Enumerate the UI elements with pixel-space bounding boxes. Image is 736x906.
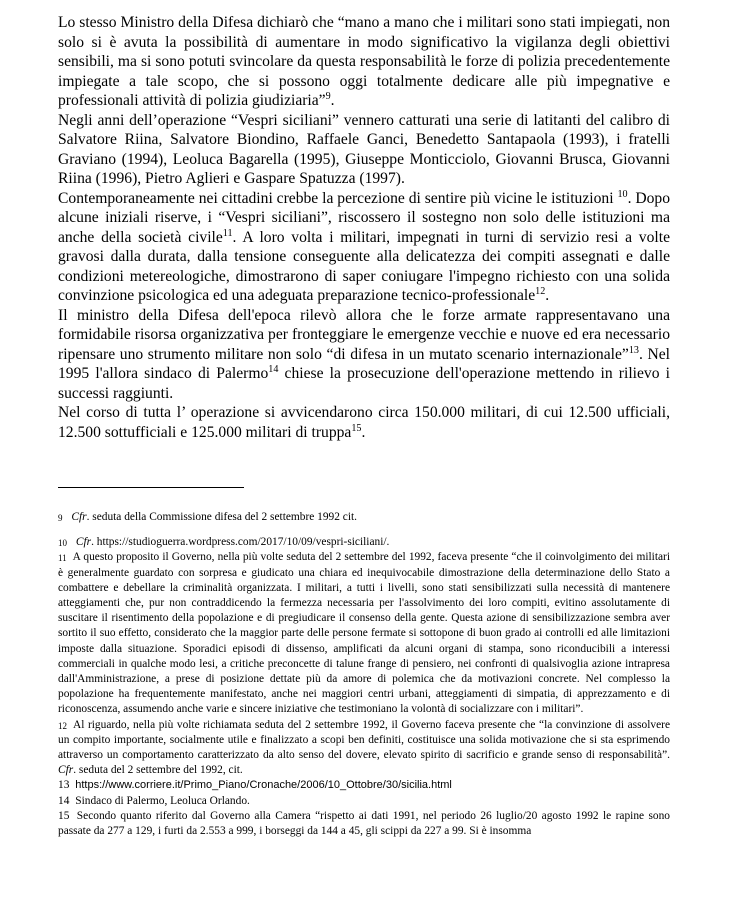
footnote-13: 13 https://www.corriere.it/Primo_Piano/Cronache/2006/10_Ottobre/30/sicilia.html	[58, 779, 452, 792]
footnote-12: $^{12}$ Al riguardo, nella più volte richiamata seduta del 2 settembre 1992, il Governo faceva presente che “la convinzione di assolvere un compito importante, socialmente utile e finalizzato a scopi ben definiti, costituisce una solida motivazione che si sta esprimendo attraverso un comportamento caratterizzato da alto senso del dovere, elevato spirito di sacrificio e grande senso di responsabilità”. Cfr. seduta del 2 settembre del 1992, cit.	[58, 718, 670, 777]
footnote-separator	[58, 487, 244, 488]
paragraph: Il ministro della Difesa dell'epoca rilevò allora che le forze armate rappresentavano una formidabile risorsa organizzativa per fronteggiare le emergenze vecchie e nuove ed era necessario ripensare uno strumento militare non solo “di difesa in un mutato scenario internazionale”$^{13}$. Nel 1995 l'allora sindaco di Palermo$^{14}$ chiese la prosecuzione dell'operazione mettendo in rilievo i successi raggiunti.	[58, 306, 671, 402]
footnotes	[58, 510, 670, 839]
footnote-11: $^{11}$ A questo proposito il Governo, nella più volte seduta del 2 settembre del 1992, faceva presente “che il coinvolgimento dei militari è generalmente guardato con sorpresa e giudicato una chiara ed inequivocabile dimostrazione della determinazione dello Stato a combattere e debellare la criminalità organizzata. I militari, a tutti i livelli, sono stati sensibilizzati sulla necessità di mantenere atteggiamenti che, pur non contraddicendo la fermezza necessaria per l'assolvimento dei loro compiti, evitino assolutamente di suscitare il risentimento della popolazione e di pregiudicare il consenso della gente. Questa azione di sensibilizzazione sembra aver sortito il suo effetto, considerato che la maggior parte delle persone fermate si sottopone di buon grado ai controlli ed alle limitazioni imposte dalla situazione. Sporadici episodi di dissenso, amplificati da alcuni organi di stampa, sono riconducibili a interessi commerciali in qualche modo lesi, a critiche preconcette di talune frange di pensiero, nei confronti di qualsivoglia azione intrapresa dall'Amministrazione, a prese di posizione dettate più da amore di polemica che da motivazioni concrete. Nel complesso la popolazione ha frequentemente manifestato, anche nei maggiori centri urbani, atteggiamenti di simpatia, di apprezzamento e di riconoscenza, assumendo anche varie e sincere iniziative che testimoniano la volontà di socializzare con i militari”.	[58, 551, 670, 716]
footnote-link[interactable]: https://www.corriere.it/Primo_Piano/Cronache/2006/10_Ottobre/30/sicilia.html	[75, 779, 452, 792]
paragraph: Contemporaneamente nei cittadini crebbe la percezione di sentire più vicine le istituzioni $^{10}$. Dopo alcune iniziali riserve, i “Vespri siciliani”, riscossero il sostegno non solo delle istituzioni ma anche della società civile$^{11}$. A loro volta i militari, impegnati in turni di servizio resi a volte gravosi dalla durata, dalla tensione conseguente alla delicatezza dei compiti assegnati e dalle condizioni metereologiche, dimostrarono di saper coniugare l'impegno richiesto con una solida convinzione psicologica ed una adeguata preparazione tecnico-professionale$^{12}$.	[58, 188, 671, 304]
footnote-10: $^{10}$ Cfr. https://studioguerra.wordpress.com/2017/10/09/vespri-siciliani/.	[58, 536, 390, 549]
footnote-9: $^9$ Cfr. seduta della Commissione difesa del 2 settembre 1992 cit.	[58, 511, 358, 523]
footnote-14: 14 Sindaco di Palermo, Leoluca Orlando.	[58, 794, 250, 807]
paragraph: Nel corso di tutta l’ operazione si avvicendarono circa 150.000 militari, di cui 12.500 ufficiali, 12.500 sottufficiali e 125.000 militari di truppa$^{15}$.	[58, 404, 670, 441]
body-text	[58, 13, 670, 442]
footnote-ref[interactable]: 14	[268, 363, 279, 375]
paragraph: Lo stesso Ministro della Difesa dichiarò che “mano a mano che i militari sono stati impiegati, non solo si è avuta la possibilità di aumentare in modo significativo la vigilanza degli obiettivi sensibili, ma si sono potuti svincolare da questa responsabilità le forze di polizia precedentemente impiegate a tale scopo, che si possono oggi totalmente dedicare alle più impegnative e professionali attività di polizia giudiziaria”$^9$.	[58, 14, 670, 109]
footnote-ref[interactable]: 15	[351, 422, 362, 434]
footnote-ref[interactable]: 13	[628, 344, 639, 356]
footnote-ref[interactable]: 12	[535, 285, 546, 297]
footnote-ref[interactable]: 9	[325, 90, 331, 102]
footnote-ref[interactable]: 10	[617, 188, 628, 200]
paragraph: Negli anni dell’operazione “Vespri siciliani” vennero catturati una serie di latitanti del calibro di Salvatore Riina, Salvatore Biondino, Raffaele Ganci, Benedetto Santapaola (1993), i fratelli Graviano (1994), Leoluca Bagarella (1995), Giuseppe Monticciolo, Giovanni Brusca, Giovanni Riina (1996), Pietro Aglieri e Gaspare Spatuzza (1997).	[58, 111, 670, 187]
footnote-ref[interactable]: 11	[222, 227, 233, 239]
footnote-15: 15 Secondo quanto riferito dal Governo alla Camera “rispetto ai dati 1991, nel periodo 26 luglio/20 agosto 1992 le rapine sono passate da 277 a 129, i furti da 2.553 a 999, i borseggi da 144 a 45, gli scippi da 227 a 99. Si è insomma	[58, 809, 670, 838]
